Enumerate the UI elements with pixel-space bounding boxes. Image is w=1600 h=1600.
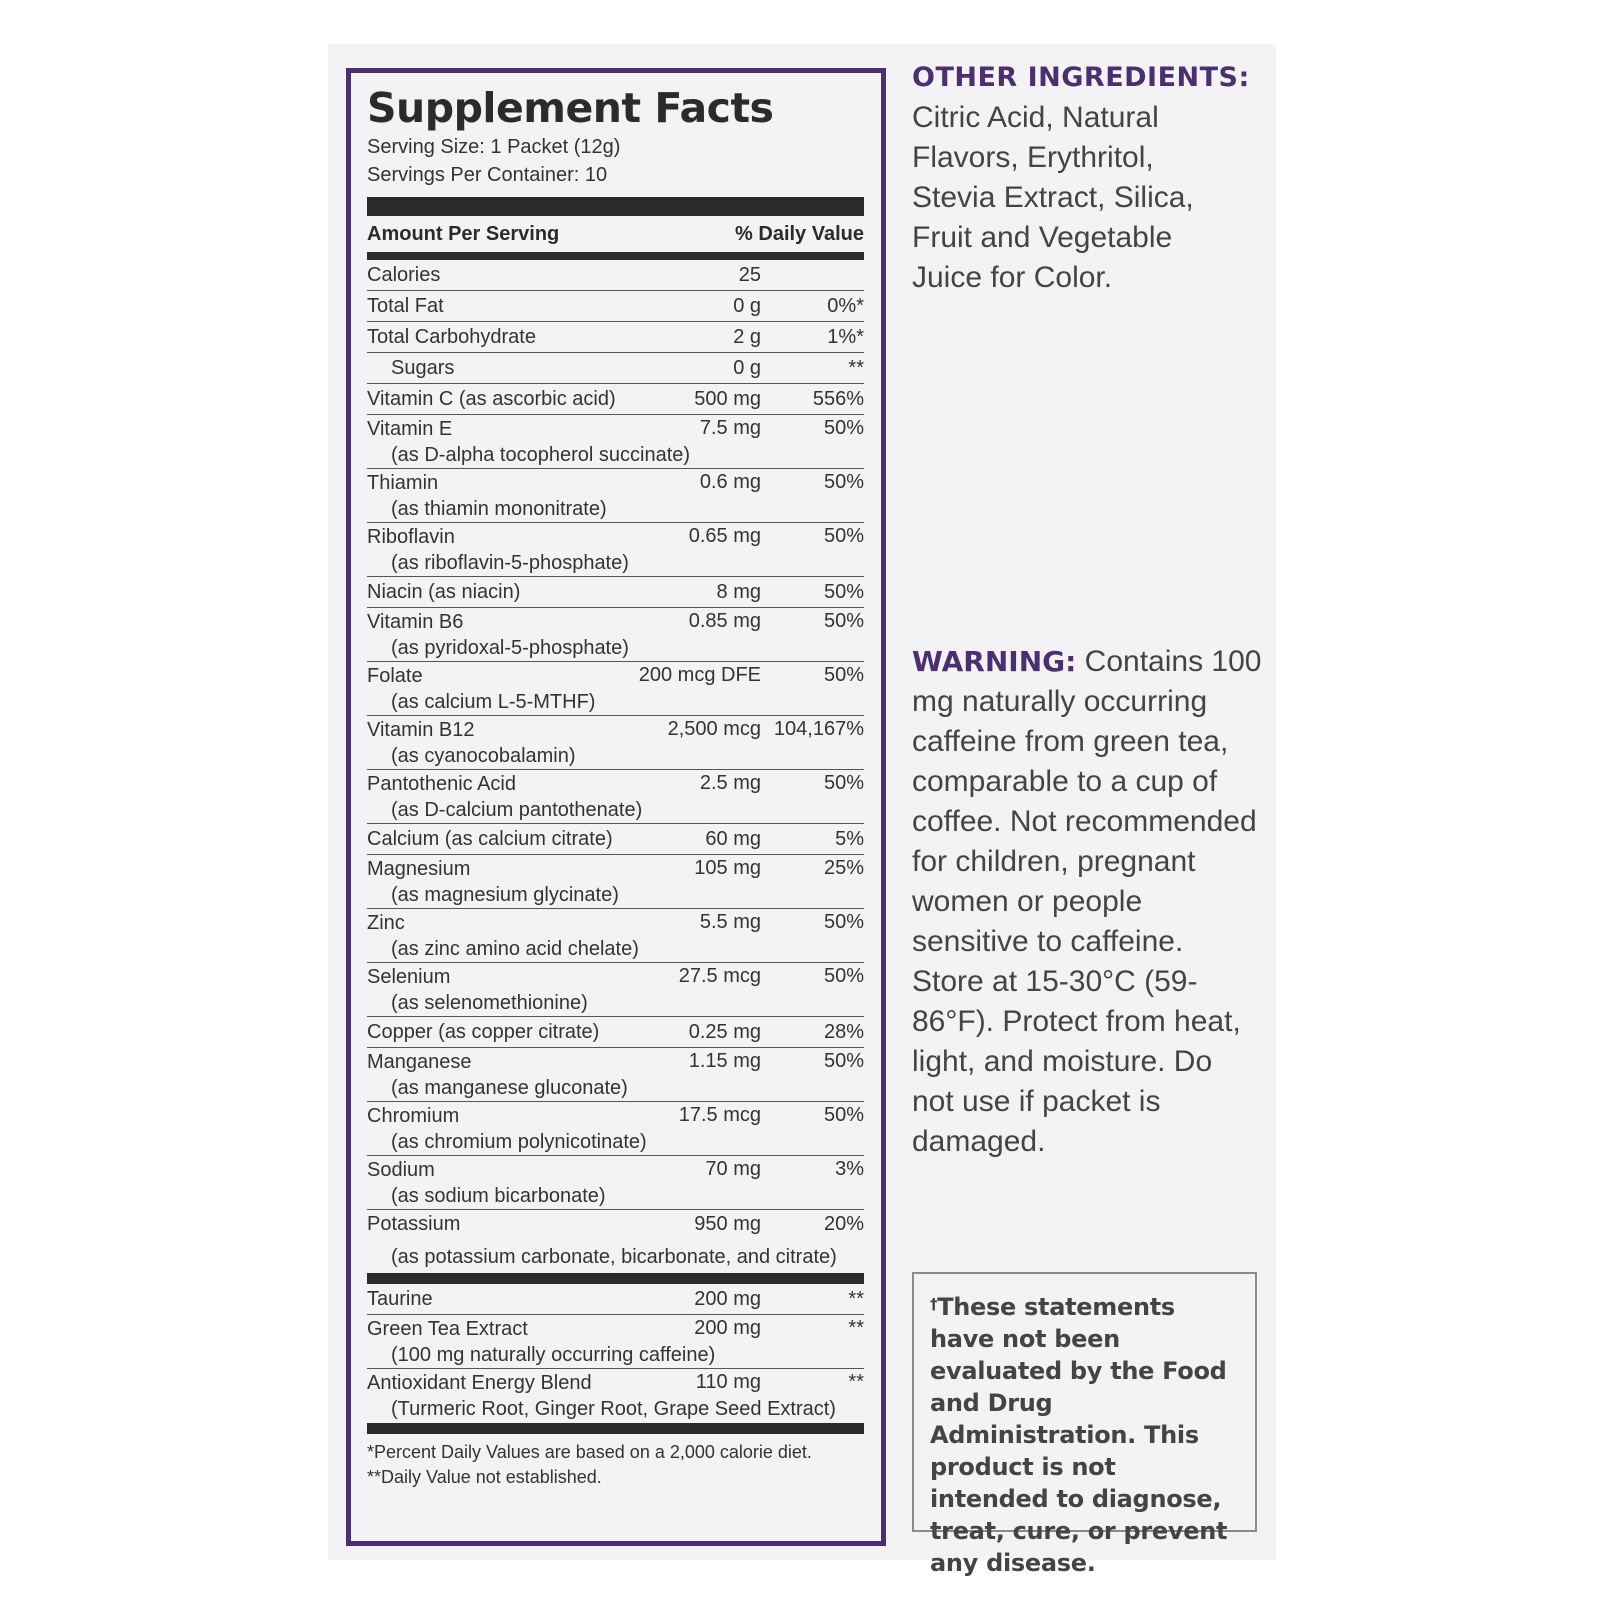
nutrient-daily-value: 50% — [823, 581, 864, 603]
nutrient-row — [367, 824, 864, 855]
nutrient-source: (as pyridoxal-5-phosphate) — [391, 637, 629, 659]
facts-header-row — [367, 216, 864, 252]
amount-per-serving-header: Amount Per Serving — [367, 223, 560, 245]
nutrient-amount: 25 — [738, 264, 761, 286]
nutrient-source: (as chromium polynicotinate) — [391, 1131, 647, 1153]
nutrient-row — [367, 291, 864, 322]
nutrient-name: Chromium — [367, 1105, 460, 1127]
nutrient-daily-value: 50% — [823, 911, 864, 933]
nutrient-amount: 0.6 mg — [699, 471, 761, 493]
nutrient-source: (as calcium L-5-MTHF) — [391, 691, 596, 713]
dagger-mark: † — [930, 1295, 938, 1313]
nutrient-daily-value: 3% — [835, 1158, 864, 1180]
nutrient-daily-value: ** — [848, 357, 864, 379]
nutrient-amount: 0.25 mg — [688, 1021, 761, 1043]
nutrient-row — [367, 353, 864, 384]
nutrient-daily-value: 28% — [823, 1021, 864, 1043]
nutrient-amount: 200 mcg DFE — [638, 664, 761, 686]
nutrient-name: Riboflavin — [367, 526, 455, 548]
nutrient-name: Potassium — [367, 1213, 461, 1235]
nutrient-name: Antioxidant Energy Blend — [367, 1372, 592, 1394]
nutrient-row — [367, 1315, 864, 1369]
nutrient-amount: 7.5 mg — [699, 417, 761, 439]
nutrient-daily-value: 50% — [823, 965, 864, 987]
nutrient-amount: 110 mg — [695, 1371, 761, 1393]
nutrient-amount: 200 mg — [694, 1317, 761, 1339]
other-nutrient-list — [367, 1284, 864, 1423]
nutrient-row — [367, 1210, 864, 1273]
nutrient-name: Thiamin — [367, 472, 439, 494]
nutrient-source: (as potassium carbonate, bicarbonate, and citrate) — [391, 1246, 837, 1268]
nutrient-row — [367, 963, 864, 1017]
nutrient-name: Pantothenic Acid — [367, 773, 516, 795]
nutrient-row — [367, 1156, 864, 1210]
fda-disclaimer-text: These statements have not been evaluated by the Food and Drug Administration. This product is not intended to diagnose, treat, cure, or prevent any disease. — [930, 1293, 1228, 1577]
footnote-daily-values — [367, 1440, 864, 1490]
nutrient-name: Vitamin B6 — [367, 611, 464, 633]
nutrient-amount: 500 mg — [694, 388, 761, 410]
nutrient-name: Green Tea Extract — [367, 1318, 528, 1340]
nutrient-source: (as thiamin mononitrate) — [391, 498, 607, 520]
nutrient-row — [367, 415, 864, 469]
nutrient-amount: 2,500 mcg — [667, 718, 761, 740]
nutrient-row — [367, 1048, 864, 1102]
nutrient-amount: 70 mg — [705, 1158, 761, 1180]
nutrient-daily-value: ** — [848, 1288, 864, 1310]
nutrient-amount: 60 mg — [705, 828, 761, 850]
nutrient-row — [367, 469, 864, 523]
servings-per-container: Servings Per Container: 10 — [367, 164, 608, 186]
facts-title: Supplement Facts — [367, 84, 774, 132]
nutrient-amount: 105 mg — [694, 857, 761, 879]
nutrient-amount: 0 g — [733, 357, 761, 379]
nutrient-row — [367, 909, 864, 963]
other-ingredients-section — [912, 60, 1282, 298]
nutrient-row — [367, 1017, 864, 1048]
nutrient-amount: 200 mg — [694, 1288, 761, 1310]
fda-disclaimer-box — [912, 1272, 1257, 1577]
nutrient-daily-value: 104,167% — [773, 718, 864, 740]
nutrient-name: Calories — [367, 264, 441, 286]
nutrient-amount: 2.5 mg — [699, 772, 761, 794]
other-ingredients-text: Citric Acid, Natural Flavors, Erythritol, Stevia Extract, Silica, Fruit and Vegetable Juice for Color. — [912, 101, 1194, 294]
nutrient-amount: 8 mg — [716, 581, 761, 603]
nutrient-source: (as manganese gluconate) — [391, 1077, 628, 1099]
nutrient-row — [367, 384, 864, 415]
nutrient-name: Zinc — [367, 912, 405, 934]
nutrient-row — [367, 1102, 864, 1156]
daily-value-header: % Daily Value — [735, 223, 864, 245]
nutrient-daily-value: 25% — [823, 857, 864, 879]
divider-thick — [367, 197, 864, 216]
nutrient-daily-value: 50% — [823, 1104, 864, 1126]
nutrient-source: (Turmeric Root, Ginger Root, Grape Seed Extract) — [391, 1398, 836, 1420]
nutrient-daily-value: 5% — [835, 828, 864, 850]
nutrient-list — [367, 260, 864, 1273]
other-ingredients-heading: OTHER INGREDIENTS: — [912, 62, 1250, 93]
nutrient-amount: 1.15 mg — [688, 1050, 761, 1072]
nutrient-source: (as magnesium glycinate) — [391, 884, 619, 906]
nutrient-name: Magnesium — [367, 858, 471, 880]
nutrient-row — [367, 1284, 864, 1315]
nutrient-daily-value: 0%* — [827, 295, 864, 317]
nutrient-name: Sugars — [391, 357, 455, 379]
nutrient-daily-value: 50% — [823, 417, 864, 439]
nutrient-source: (as zinc amino acid chelate) — [391, 938, 639, 960]
footnote-dv-not-established: **Daily Value not established. — [367, 1467, 602, 1487]
warning-section — [912, 642, 1262, 1162]
nutrient-name: Selenium — [367, 966, 451, 988]
nutrient-row — [367, 662, 864, 716]
nutrient-source: (as riboflavin-5-phosphate) — [391, 552, 629, 574]
serving-size: Serving Size: 1 Packet (12g) — [367, 136, 621, 158]
warning-text: Contains 100 mg naturally occurring caffeine from green tea, comparable to a cup of coffee. Not recommended for children, pregnant women or people sensitive to caffeine. Store at 15-30°C (59-86°F). Protect from heat, light, and moisture. Do not use if packet is damaged. — [912, 645, 1262, 1158]
nutrient-daily-value: 1%* — [827, 326, 864, 348]
divider-medium — [367, 252, 864, 260]
nutrient-daily-value: 50% — [823, 664, 864, 686]
nutrient-daily-value: 20% — [823, 1213, 864, 1235]
nutrient-daily-value: 50% — [823, 772, 864, 794]
nutrient-amount: 2 g — [733, 326, 761, 348]
nutrient-amount: 950 mg — [694, 1213, 761, 1235]
nutrient-amount: 5.5 mg — [699, 911, 761, 933]
nutrient-row — [367, 716, 864, 770]
nutrient-name: Sodium — [367, 1159, 435, 1181]
supplement-facts-panel — [346, 68, 886, 1546]
nutrient-amount: 17.5 mcg — [678, 1104, 761, 1126]
nutrient-daily-value: 50% — [823, 1050, 864, 1072]
nutrient-source: (as D-alpha tocopherol succinate) — [391, 444, 691, 466]
nutrient-source: (as sodium bicarbonate) — [391, 1185, 606, 1207]
divider-bottom — [367, 1423, 864, 1434]
nutrient-daily-value: 50% — [823, 610, 864, 632]
nutrient-row — [367, 523, 864, 577]
nutrient-daily-value: ** — [848, 1371, 864, 1393]
nutrient-source: (as cyanocobalamin) — [391, 745, 576, 767]
nutrient-amount: 0.85 mg — [688, 610, 761, 632]
nutrient-daily-value: 50% — [823, 525, 864, 547]
nutrient-row — [367, 322, 864, 353]
nutrient-amount: 0 g — [733, 295, 761, 317]
nutrient-name: Total Fat — [367, 295, 444, 317]
nutrient-name: Manganese — [367, 1051, 472, 1073]
nutrient-name: Vitamin C (as ascorbic acid) — [367, 388, 616, 410]
nutrient-row — [367, 855, 864, 909]
nutrient-name: Copper (as copper citrate) — [367, 1021, 600, 1043]
divider-thin — [367, 1273, 864, 1284]
nutrient-name: Calcium (as calcium citrate) — [367, 828, 613, 850]
nutrient-name: Niacin (as niacin) — [367, 581, 521, 603]
nutrient-row — [367, 770, 864, 824]
nutrient-source: (100 mg naturally occurring caffeine) — [391, 1344, 716, 1366]
nutrient-daily-value: 50% — [823, 471, 864, 493]
nutrient-name: Vitamin E — [367, 418, 453, 440]
nutrient-daily-value: 556% — [812, 388, 864, 410]
warning-label: WARNING: — [912, 645, 1077, 678]
nutrient-amount: 0.65 mg — [688, 525, 761, 547]
nutrient-row — [367, 260, 864, 291]
nutrient-source: (as selenomethionine) — [391, 992, 588, 1014]
nutrient-daily-value: ** — [848, 1317, 864, 1339]
nutrient-name: Folate — [367, 665, 423, 687]
nutrient-row — [367, 577, 864, 608]
nutrient-name: Vitamin B12 — [367, 719, 475, 741]
nutrient-name: Taurine — [367, 1288, 433, 1310]
footnote-percent-dv: *Percent Daily Values are based on a 2,000 calorie diet. — [367, 1442, 812, 1462]
nutrient-source: (as D-calcium pantothenate) — [391, 799, 643, 821]
nutrient-amount: 27.5 mcg — [678, 965, 761, 987]
nutrient-row — [367, 608, 864, 662]
nutrient-row — [367, 1369, 864, 1423]
nutrient-name: Total Carbohydrate — [367, 326, 536, 348]
